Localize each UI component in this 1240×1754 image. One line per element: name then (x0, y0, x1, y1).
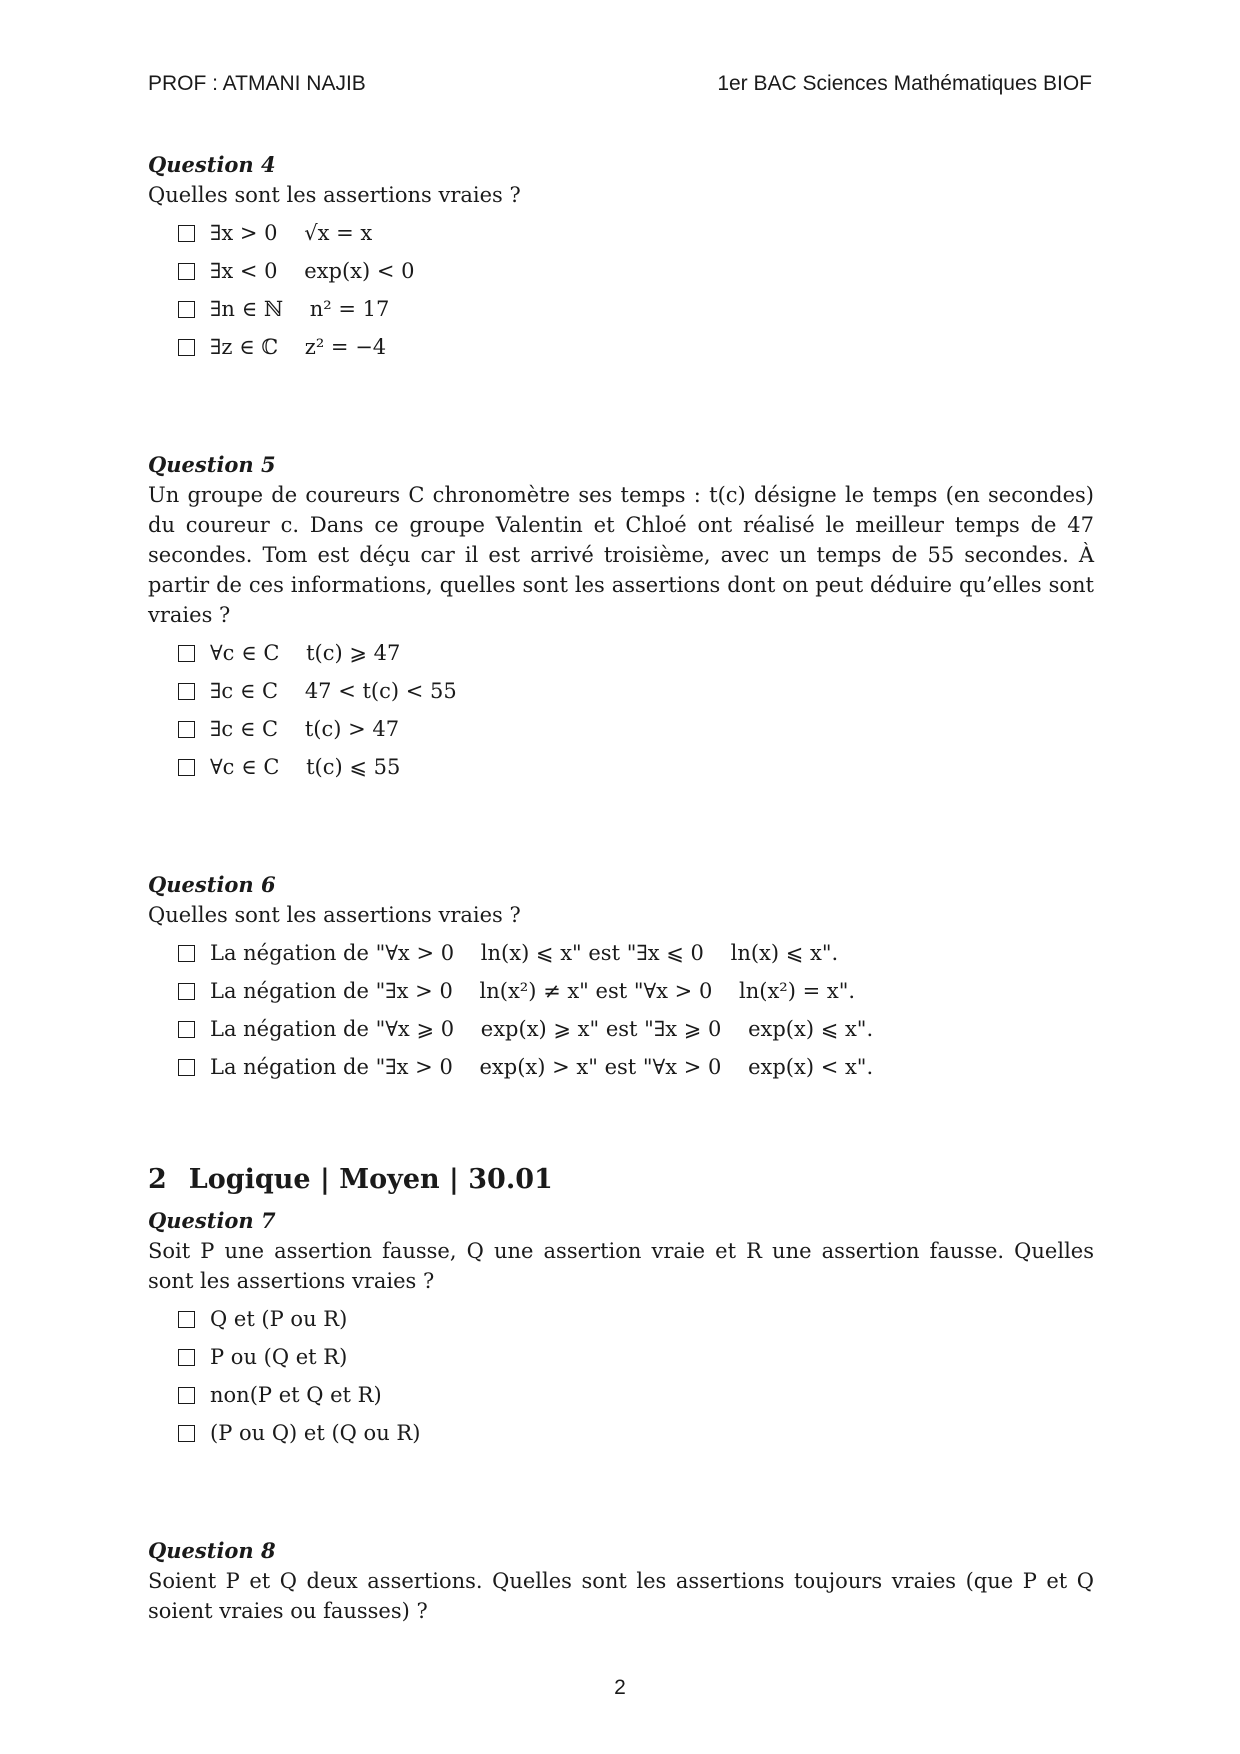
question-7 (148, 1206, 1094, 1452)
checkbox-icon[interactable] (178, 301, 195, 318)
option-text: ∃c ∈ C 47 < t(c) < 55 (210, 679, 457, 703)
option-text: ∀c ∈ C t(c) ⩾ 47 (210, 641, 401, 665)
option-text: La négation de "∀x ⩾ 0 exp(x) ⩾ x" est "∃x ⩾ 0 exp(x) ⩽ x". (210, 1017, 874, 1041)
checkbox-icon[interactable] (178, 225, 195, 242)
option-text: ∃x > 0 √x = x (210, 221, 373, 245)
question-title: Question 8 (148, 1538, 276, 1563)
option-text: ∀c ∈ C t(c) ⩽ 55 (210, 755, 401, 779)
option-text: P ou (Q et R) (210, 1345, 348, 1369)
checkbox-icon[interactable] (178, 721, 195, 738)
option-text: ∃x < 0 exp(x) < 0 (210, 259, 415, 283)
section-heading (148, 1160, 1094, 1200)
option[interactable] (148, 290, 1094, 328)
header-author: PROF : ATMANI NAJIB (148, 72, 366, 95)
question-6 (148, 870, 1094, 1086)
option[interactable] (148, 934, 1094, 972)
option-text: ∃c ∈ C t(c) > 47 (210, 717, 400, 741)
option-text: non(P et Q et R) (210, 1383, 382, 1407)
option[interactable] (148, 1010, 1094, 1048)
options-list (148, 934, 1094, 1086)
option-text: ∃z ∈ ℂ z² = −4 (210, 335, 387, 359)
option-text: La négation de "∀x > 0 ln(x) ⩽ x" est "∃x ⩽ 0 ln(x) ⩽ x". (210, 941, 839, 965)
option[interactable] (148, 972, 1094, 1010)
question-4 (148, 150, 1094, 366)
options-list (148, 214, 1094, 366)
options-list (148, 1300, 1094, 1452)
checkbox-icon[interactable] (178, 1059, 195, 1076)
checkbox-icon[interactable] (178, 1349, 195, 1366)
question-title: Question 4 (148, 152, 276, 177)
page-content (148, 150, 1094, 1626)
option-text: La négation de "∃x > 0 exp(x) > x" est "∀x > 0 exp(x) < x". (210, 1055, 874, 1079)
question-title: Question 6 (148, 872, 276, 897)
header-course: 1er BAC Sciences Mathématiques BIOF (717, 72, 1092, 95)
options-list (148, 634, 1094, 786)
option-text: (P ou Q) et (Q ou R) (210, 1421, 421, 1445)
section-number: 2 (148, 1164, 167, 1195)
checkbox-icon[interactable] (178, 1425, 195, 1442)
checkbox-icon[interactable] (178, 645, 195, 662)
option[interactable] (148, 1048, 1094, 1086)
checkbox-icon[interactable] (178, 683, 195, 700)
option[interactable] (148, 1300, 1094, 1338)
question-prompt: Un groupe de coureurs C chronomètre ses temps : t(c) désigne le temps (en secondes) du coureur c. Dans ce groupe Valentin et Chloé ont réalisé le meilleur temps de 47 secondes. Tom est déçu car il est arrivé troisième, avec un temps de 55 secondes. À partir de ces informations, quelles sont les assertions dont on peut déduire qu’elles sont vraies ? (148, 483, 1094, 627)
question-prompt: Soient P et Q deux assertions. Quelles sont les assertions toujours vraies (que P et Q soient vraies ou fausses) ? (148, 1569, 1094, 1623)
section-title: Logique | Moyen | 30.01 (188, 1164, 553, 1195)
option[interactable] (148, 672, 1094, 710)
option-text: ∃n ∈ ℕ n² = 17 (210, 297, 390, 321)
option[interactable] (148, 1414, 1094, 1452)
question-prompt: Quelles sont les assertions vraies ? (148, 183, 521, 207)
option[interactable] (148, 214, 1094, 252)
checkbox-icon[interactable] (178, 1387, 195, 1404)
option[interactable] (148, 748, 1094, 786)
checkbox-icon[interactable] (178, 263, 195, 280)
checkbox-icon[interactable] (178, 759, 195, 776)
option[interactable] (148, 1338, 1094, 1376)
question-prompt: Quelles sont les assertions vraies ? (148, 903, 521, 927)
question-prompt: Soit P une assertion fausse, Q une assertion vraie et R une assertion fausse. Quelles sont les assertions vraies ? (148, 1239, 1094, 1293)
option[interactable] (148, 1376, 1094, 1414)
question-8 (148, 1536, 1094, 1626)
checkbox-icon[interactable] (178, 1311, 195, 1328)
page-number: 2 (614, 1676, 626, 1699)
question-5 (148, 450, 1094, 786)
checkbox-icon[interactable] (178, 1021, 195, 1038)
option-text: Q et (P ou R) (210, 1307, 348, 1331)
option-text: La négation de "∃x > 0 ln(x²) ≠ x" est "∀x > 0 ln(x²) = x". (210, 979, 856, 1003)
option[interactable] (148, 710, 1094, 748)
checkbox-icon[interactable] (178, 983, 195, 1000)
checkbox-icon[interactable] (178, 945, 195, 962)
checkbox-icon[interactable] (178, 339, 195, 356)
option[interactable] (148, 328, 1094, 366)
question-title: Question 7 (148, 1208, 276, 1233)
question-title: Question 5 (148, 452, 276, 477)
option[interactable] (148, 634, 1094, 672)
option[interactable] (148, 252, 1094, 290)
